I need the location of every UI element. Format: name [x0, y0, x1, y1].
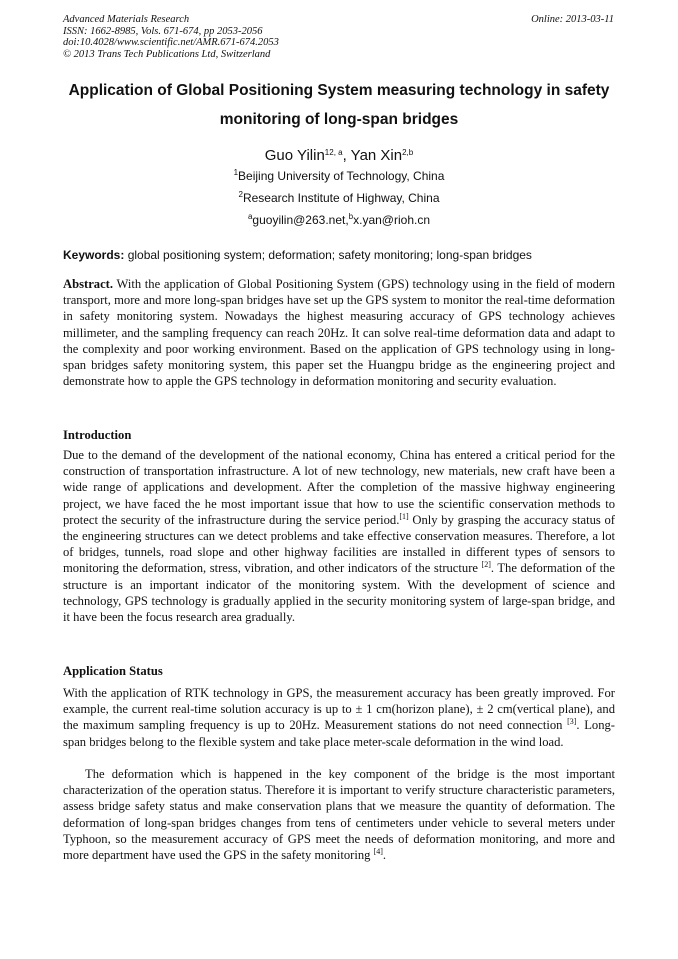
- email-line: [0, 213, 678, 227]
- citation: [2]: [481, 560, 491, 570]
- abstract-label: Abstract.: [63, 277, 114, 291]
- affiliation-marker: 1: [233, 168, 239, 177]
- abstract-text: With the application of Global Positioning System (GPS) technology using in the field of modern transport, more and more long-span bridges have set up the GPS system to monitor the real-time deformation in safety monitoring system. Nowadays the highest measuring accuracy of GPS technology achieves millimeter, and the sampling frequency can reach 20Hz. It can solve real-time deformation data and adapt to the complexity and poor working environment. Based on the application of GPS technology using in long-span bridges safety monitoring system, this paper set the Huangpu bridge as the engineering project and demonstrate how to apple the GPS technology in deformation monitoring and security evaluation.: [63, 277, 615, 389]
- copyright-line: © 2013 Trans Tech Publications Ltd, Switzerland: [63, 48, 271, 60]
- abstract: [63, 276, 615, 389]
- author-name: Guo Yilin: [264, 147, 325, 164]
- section-heading-introduction: Introduction: [63, 428, 132, 442]
- author-line: [0, 147, 678, 164]
- paragraph-text: . Long-span bridges belong to the flexible system and take place meter-scale deformation in the wind load.: [63, 718, 615, 749]
- paragraph-text: . The deformation of the structure is an important indicator of the monitoring system. With the development of science and technology, GPS technology is gradually applied in the security monitoring system of large-span bridge, and it have been the focus research area gradually.: [63, 561, 615, 625]
- email-marker: a: [247, 212, 253, 221]
- author-name: Yan Xin: [350, 147, 403, 164]
- keywords-label: Keywords:: [63, 248, 125, 262]
- affiliation-line: [0, 191, 678, 205]
- email-address: guoyilin@263.net,: [252, 213, 349, 227]
- citation: [3]: [567, 717, 577, 727]
- journal-header: [63, 14, 279, 60]
- application-status-paragraph: [63, 685, 615, 750]
- author-separator: ,: [342, 147, 351, 164]
- paragraph-text: Due to the demand of the development of the national economy, China has entered a critical period for the construction of transportation infrastructure. A lot of new technology, new materials, new craft have been a wide range of applications and development. After the completion of the massive highway engineering project, we have faced the he most important issue that how to use the scientific conservation methods to protect the security of the infrastructure during the service period.: [63, 448, 615, 527]
- email-address: x.yan@rioh.cn: [353, 213, 431, 227]
- online-date: Online: 2013-03-11: [531, 14, 614, 25]
- author-affiliation-marker: 12, a: [324, 148, 343, 157]
- paragraph-text: .: [382, 848, 387, 863]
- application-status-paragraph: [63, 766, 615, 863]
- paragraph-text: Only by grasping the accuracy status of the engineering structures can we detect problems and take effective conservation measures. Therefore, a lot of bridges, tunnels, road slope and other highway facilities are installed in different types of sensors to monitoring the deformation, stress, vibration, and other indicators of the structure: [63, 512, 615, 576]
- section-heading-application-status: Application Status: [63, 664, 163, 678]
- paper-title: Application of Global Positioning System measuring technology in safety monitoring of long-span bridges: [68, 82, 610, 128]
- journal-name: Advanced Materials Research: [63, 14, 190, 25]
- citation: [4]: [373, 847, 383, 857]
- keywords-text: global positioning system; deformation; safety monitoring; long-span bridges: [124, 248, 532, 262]
- introduction-paragraph: [63, 447, 615, 625]
- citation: [1]: [399, 511, 409, 521]
- affiliation-text: Research Institute of Highway, China: [242, 191, 440, 205]
- issn-line: ISSN: 1662-8985, Vols. 671-674, pp 2053-2056: [63, 25, 263, 37]
- paragraph-text: With the application of RTK technology in GPS, the measurement accuracy has been greatly improved. For example, the current real-time solution accuracy is up to ± 1 cm(horizon plane), ± 2 cm(vertical plane), and the maximum sampling frequency is up to 20Hz. Measurement stations do not need connection: [63, 686, 615, 733]
- email-marker: b: [348, 212, 354, 221]
- affiliation-line: [0, 169, 678, 183]
- doi-line: doi:10.4028/www.scientific.net/AMR.671-674.2053: [63, 37, 279, 48]
- keywords: [63, 248, 623, 262]
- affiliation-text: Beijing University of Technology, China: [238, 169, 445, 183]
- affiliation-marker: 2: [238, 190, 243, 199]
- paragraph-text: The deformation which is happened in the key component of the bridge is the most important characterization of the operation status. Therefore it is important to verify structure characteristic parameters, assess bridge safety status and make conservation plans that we measure the quantity of deformation. The deformation of long-span bridges changes from tens of centimeters under vehicle to several meters under Typhoon, so the measurement accuracy of GPS meet the needs of deformation monitoring, and more and more department have used the GPS in the safety monitoring: [63, 767, 615, 863]
- author-affiliation-marker: 2,b: [402, 148, 414, 157]
